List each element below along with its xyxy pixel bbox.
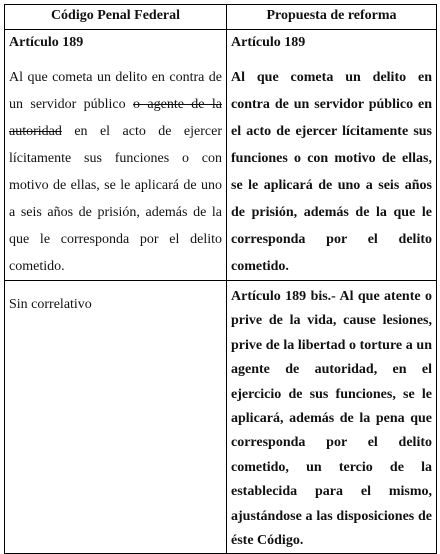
article-heading: Artículo 189 [9, 35, 84, 50]
cell-proposed-article-189 [227, 30, 437, 281]
table-row [5, 30, 437, 281]
cell-current-sin-correlativo [5, 281, 227, 554]
article-text: Al que cometa un delito en contra de un servidor público en el acto de ejercer lícitamente sus funciones o con motivo de ellas, se le aplicará de uno a seis años de prisión, además de la que le corresponda por el delito cometido. [231, 70, 432, 274]
article-text: Artículo 189 bis.- Al que atente o prive de la vida, cause lesiones, prive de la libertad o torture a un agente de autoridad, en el ejercicio de sus funciones, se le aplicará, además de la pena que corresponda por el delito cometido, un tercio de la establecida para el mismo, ajustándose a las disposiciones de éste Código. [231, 289, 432, 549]
article-text [9, 64, 222, 280]
header-propuesta: Propuesta de reforma [227, 5, 437, 30]
header-row [5, 5, 437, 30]
cell-proposed-article-189-bis [227, 281, 437, 554]
header-codigo-penal: Código Penal Federal [5, 5, 227, 30]
sin-correlativo-text: Sin correlativo [9, 297, 92, 312]
article-heading: Artículo 189 [231, 35, 306, 50]
comparison-table [4, 4, 437, 554]
table-row [5, 281, 437, 554]
struck-text: o agente de la autoridad [9, 97, 222, 139]
cell-current-article-189 [5, 30, 227, 281]
text-before: Al que cometa un delito en contra de un servidor público [9, 70, 222, 112]
text-after: en el acto de ejercer lícitamente sus funciones o con motivo de ellas, se le aplicará de uno a seis años de prisión, además de la que le corresponda por el delito cometido. [9, 124, 222, 274]
